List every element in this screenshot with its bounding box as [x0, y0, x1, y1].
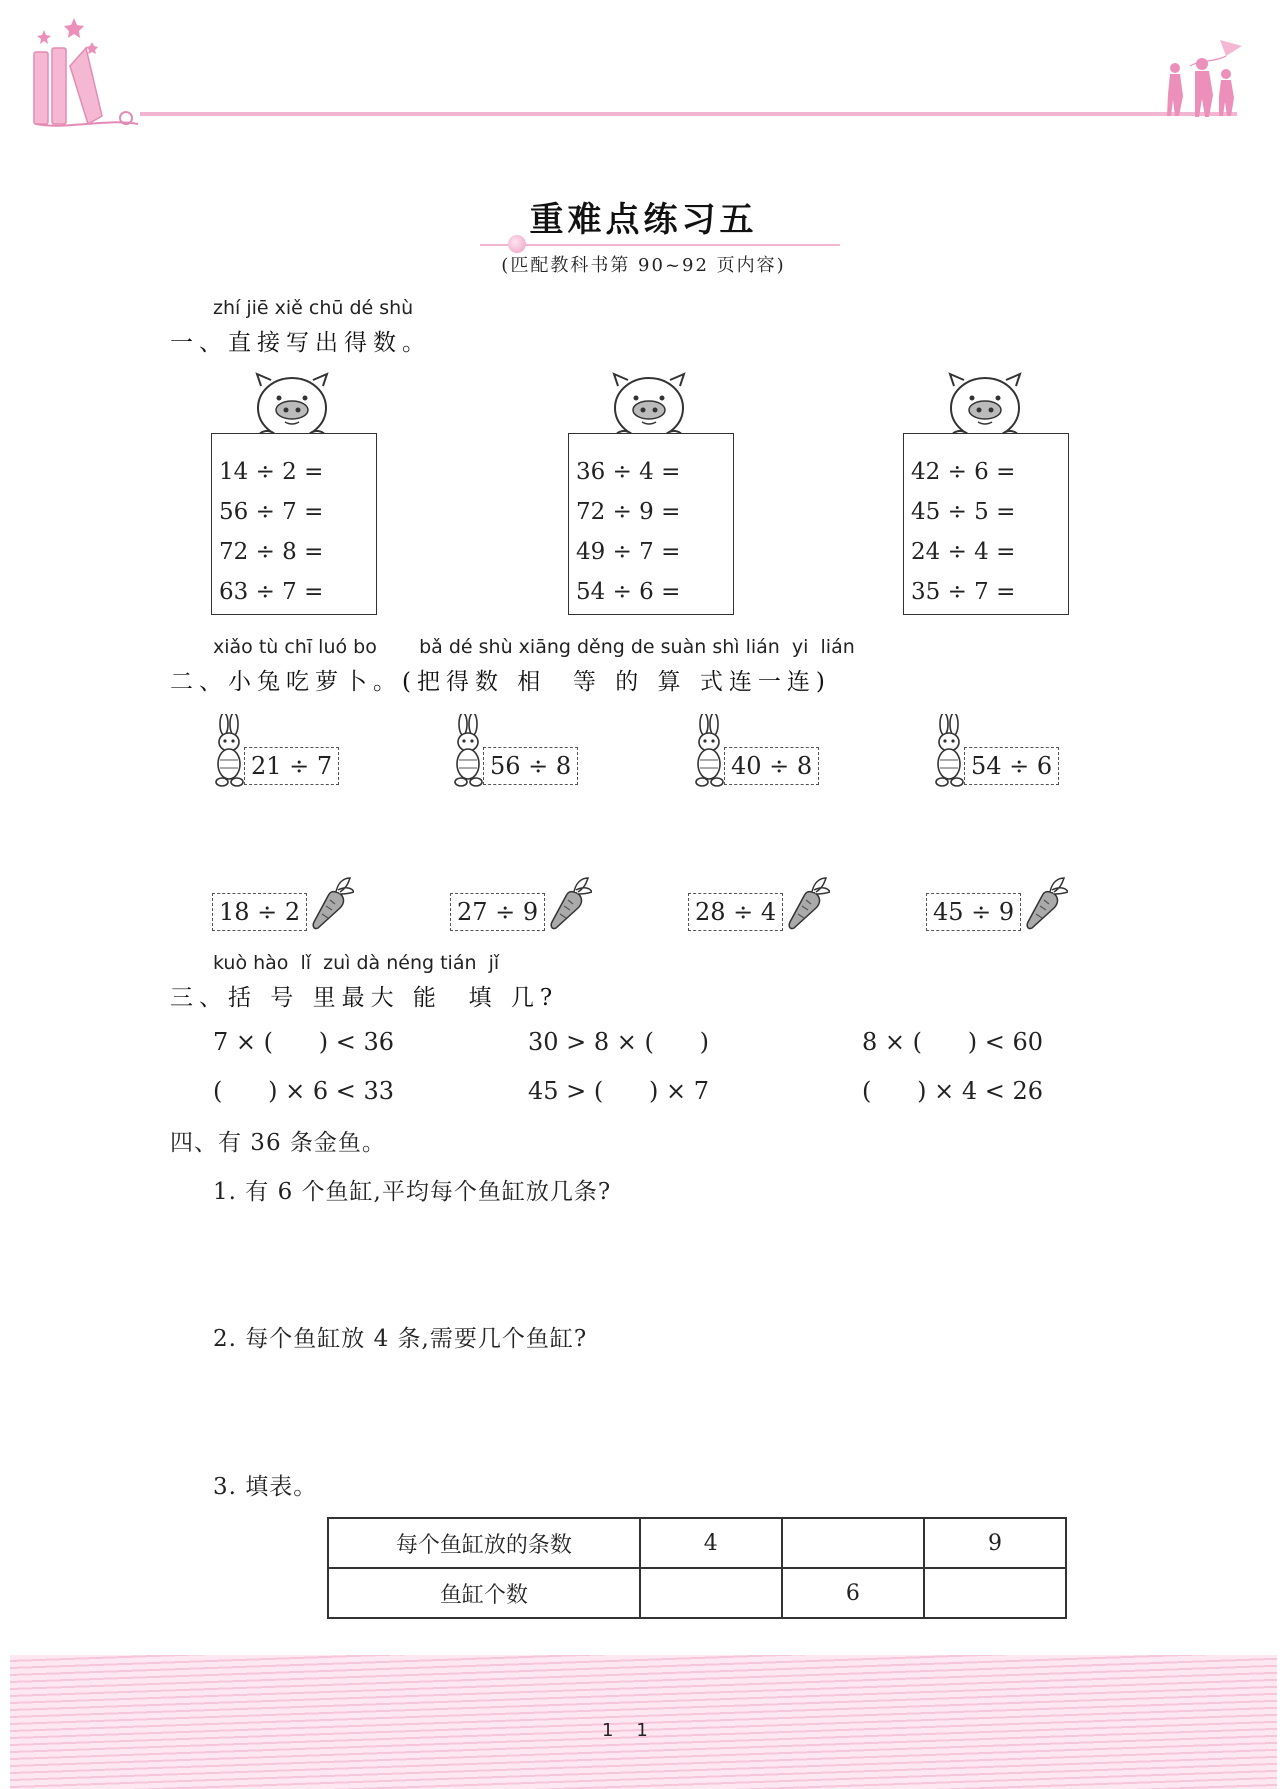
carrot-expression[interactable]: 27 ÷ 9 [450, 893, 545, 931]
box2-equations [569, 434, 733, 612]
equation: 14 ÷ 2 = [219, 459, 324, 485]
carrot-icon [310, 876, 354, 930]
row-label: 每个鱼缸放的条数 [328, 1518, 640, 1568]
question-3: 3. 填表。 [213, 1474, 318, 1500]
books-decoration-icon [26, 18, 146, 130]
kids-silhouette-icon [1160, 38, 1245, 118]
section2-heading: 二、小兔吃萝卜。(把得数 相 等 的 算 式连一连) [170, 669, 831, 695]
inequality[interactable]: ( ) × 4 < 26 [862, 1077, 1044, 1105]
table-cell[interactable]: 9 [924, 1518, 1066, 1568]
carrot-icon [1024, 876, 1068, 930]
equation: 24 ÷ 4 = [911, 539, 1016, 565]
inequality[interactable]: 30 > 8 × ( ) [528, 1028, 710, 1056]
carrot-icon [786, 876, 830, 930]
inequality[interactable]: 8 × ( ) < 60 [862, 1028, 1044, 1056]
division-box-1 [211, 433, 377, 615]
question-1: 1. 有 6 个鱼缸,平均每个鱼缸放几条? [213, 1179, 612, 1205]
rabbit-icon [451, 714, 487, 788]
page-title: 重难点练习五 [529, 200, 758, 240]
rabbit-expression[interactable]: 56 ÷ 8 [483, 747, 578, 785]
question-2: 2. 每个鱼缸放 4 条,需要几个鱼缸? [213, 1326, 588, 1352]
carrot-expression[interactable]: 18 ÷ 2 [212, 893, 307, 931]
row-label: 鱼缸个数 [328, 1568, 640, 1618]
table-row [328, 1568, 1066, 1618]
inequality[interactable]: 7 × ( ) < 36 [213, 1028, 395, 1056]
page-subtitle: (匹配教科书第 90~92 页内容) [501, 255, 786, 276]
inequality[interactable]: 45 > ( ) × 7 [528, 1077, 710, 1105]
equation: 72 ÷ 9 = [576, 499, 681, 525]
rabbit-expression[interactable]: 40 ÷ 8 [724, 747, 819, 785]
inequality[interactable]: ( ) × 6 < 33 [213, 1077, 395, 1105]
rabbit-icon [212, 714, 248, 788]
section3-heading: 三、括 号 里最大 能 填 几? [170, 985, 559, 1011]
section3-pinyin: kuò hào lǐ zuì dà néng tián jǐ [213, 952, 500, 974]
table-cell[interactable] [924, 1568, 1066, 1618]
rabbit-expression[interactable]: 21 ÷ 7 [244, 747, 339, 785]
carrot-expression[interactable]: 28 ÷ 4 [688, 893, 783, 931]
header-rule [140, 112, 1237, 116]
equation: 42 ÷ 6 = [911, 459, 1016, 485]
section2-pinyin: xiǎo tù chī luó bo bǎ dé shù xiāng děng de suàn shì lián yi lián [213, 636, 855, 658]
equation: 45 ÷ 5 = [911, 499, 1016, 525]
division-box-3 [903, 433, 1069, 615]
division-box-2 [568, 433, 734, 615]
equation: 35 ÷ 7 = [911, 579, 1016, 605]
box3-equations [904, 434, 1068, 612]
title-rule [480, 244, 840, 246]
page-number: 1 1 [602, 1720, 648, 1741]
box1-equations [212, 434, 376, 612]
table-cell[interactable] [640, 1568, 782, 1618]
equation: 56 ÷ 7 = [219, 499, 324, 525]
table-row [328, 1518, 1066, 1568]
equation: 49 ÷ 7 = [576, 539, 681, 565]
equation: 72 ÷ 8 = [219, 539, 324, 565]
section4-heading: 四、有 36 条金鱼。 [170, 1130, 386, 1156]
rabbit-icon [932, 714, 968, 788]
carrot-expression[interactable]: 45 ÷ 9 [926, 893, 1021, 931]
equation: 36 ÷ 4 = [576, 459, 681, 485]
section1-pinyin: zhí jiē xiě chū dé shù [213, 297, 414, 319]
fish-table [327, 1517, 1067, 1619]
rabbit-expression[interactable]: 54 ÷ 6 [964, 747, 1059, 785]
rabbit-icon [692, 714, 728, 788]
equation: 63 ÷ 7 = [219, 579, 324, 605]
table-cell[interactable] [782, 1518, 924, 1568]
table-cell[interactable]: 4 [640, 1518, 782, 1568]
section1-heading: 一、直接写出得数。 [170, 330, 431, 356]
equation: 54 ÷ 6 = [576, 579, 681, 605]
table-cell[interactable]: 6 [782, 1568, 924, 1618]
carrot-icon [548, 876, 592, 930]
